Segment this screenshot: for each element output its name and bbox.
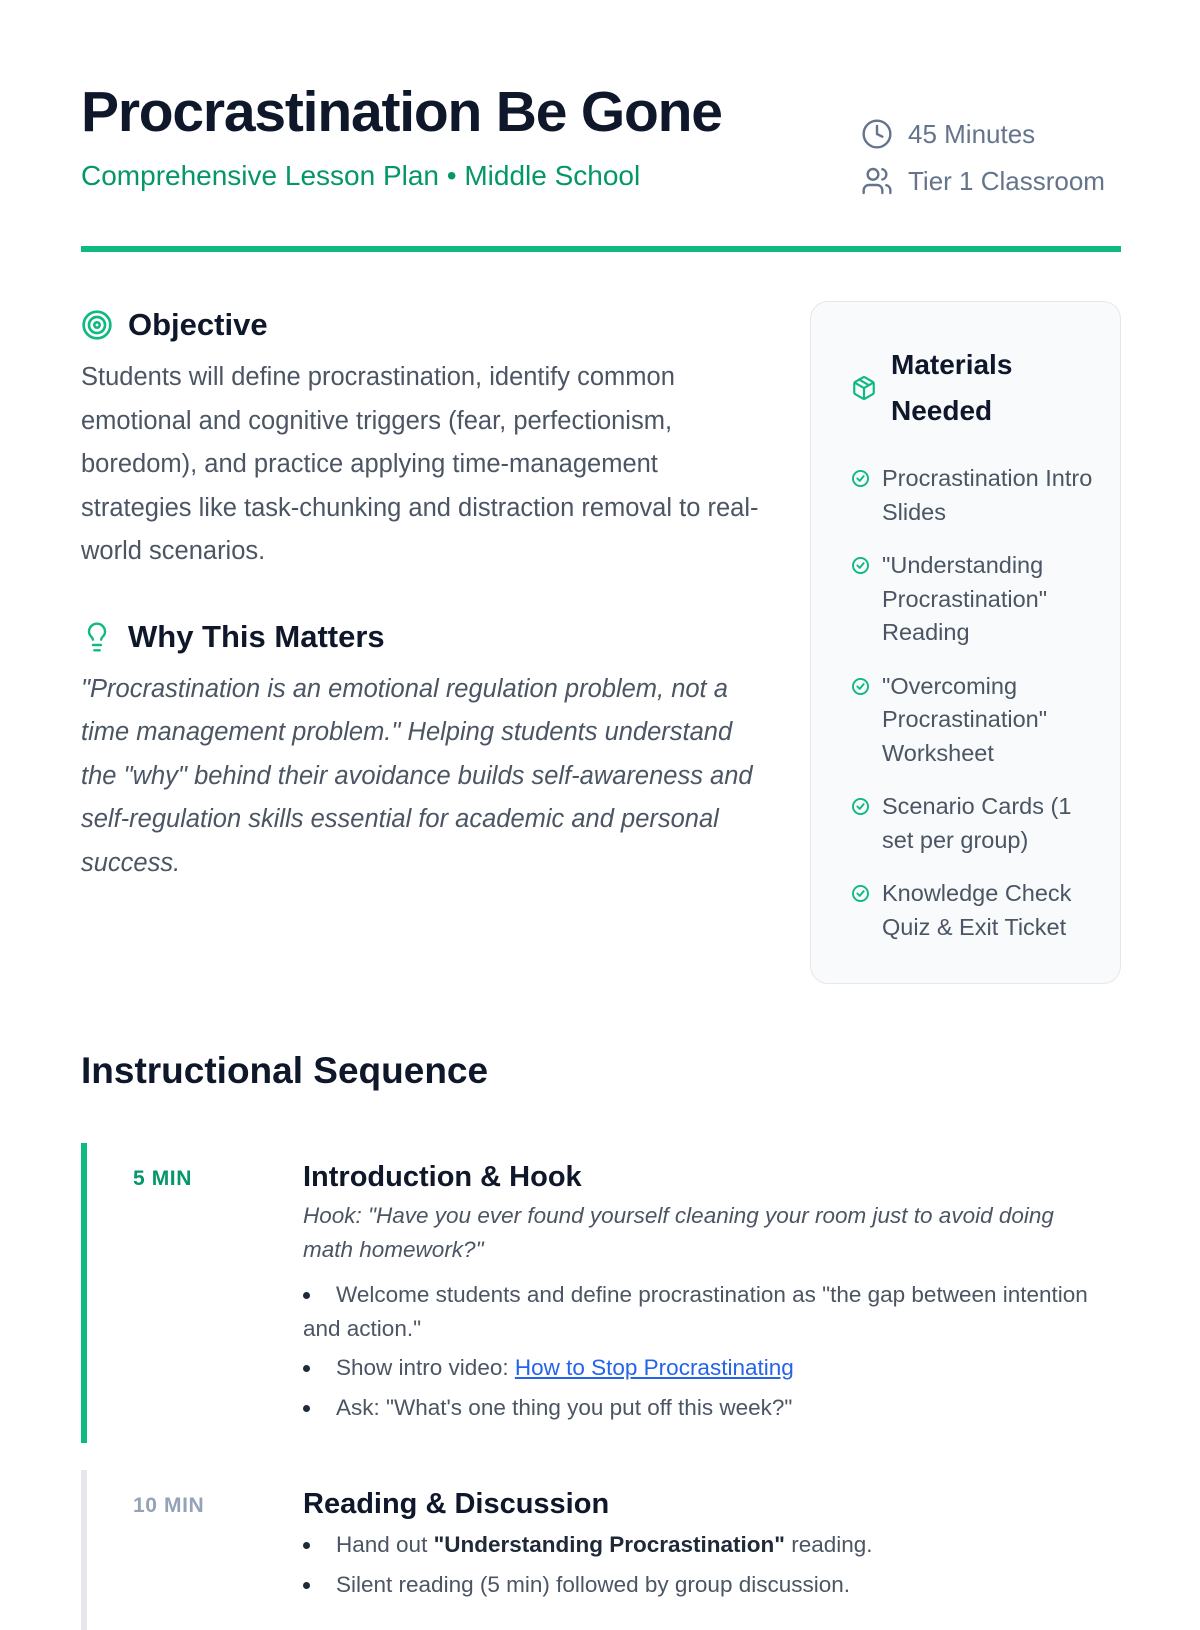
intro-video-link[interactable]: How to Stop Procrastinating	[514, 1355, 794, 1380]
list-item	[303, 1391, 1093, 1425]
materials-title: Materials Needed	[891, 349, 1013, 426]
list-item	[851, 790, 1101, 857]
duration-label: 45 Minutes	[908, 118, 1036, 149]
box-icon	[851, 375, 877, 401]
page-subtitle: Comprehensive Lesson Plan • Middle School	[81, 160, 641, 191]
list-item	[303, 1568, 1093, 1602]
why-text: "Procrastination is an emotional regulation problem, not a time management problem." Helping students understand the "why" behind their avoidance builds self-awareness and self-regulation skills essential for academic and personal success.	[81, 674, 753, 877]
material-label: "Understanding Procrastination" Reading	[882, 552, 1048, 645]
list-item	[303, 1528, 1093, 1562]
sequence-step-reading	[81, 1470, 1121, 1630]
audience-meta	[861, 163, 1121, 199]
step-hook: Hook: "Have you ever found yourself cleaning your room just to avoid doing math homework?"	[303, 1203, 1054, 1262]
list-item	[851, 462, 1101, 529]
step-duration: 5 MIN	[133, 1167, 193, 1190]
list-item	[851, 670, 1101, 771]
reading-title: "Understanding Procrastination"	[433, 1532, 785, 1557]
step-duration: 10 MIN	[133, 1494, 205, 1517]
bullet-text: Welcome students and define procrastination as "the gap between intention and action."	[303, 1282, 1088, 1341]
bullet-prefix: Hand out	[336, 1532, 434, 1557]
bullet-icon	[303, 1292, 310, 1299]
step-bullets	[303, 1528, 1093, 1601]
duration-meta	[861, 116, 1121, 152]
check-circle-icon	[851, 884, 870, 903]
material-label: "Overcoming Procrastination" Worksheet	[882, 672, 1048, 766]
target-icon	[81, 309, 113, 341]
check-circle-icon	[851, 677, 870, 696]
material-label: Knowledge Check Quiz & Exit Ticket	[882, 880, 1072, 940]
bullet-text: Ask: "What's one thing you put off this week?"	[336, 1394, 793, 1420]
sequence-title: Instructional Sequence	[81, 1050, 489, 1091]
lesson-meta	[861, 116, 1121, 210]
step-bullets	[303, 1278, 1093, 1424]
bullet-icon	[303, 1405, 310, 1412]
check-circle-icon	[851, 556, 870, 575]
step-title: Introduction & Hook	[303, 1161, 582, 1193]
step-title: Reading & Discussion	[303, 1488, 610, 1520]
users-icon	[861, 165, 893, 197]
objective-title: Objective	[128, 307, 268, 342]
bullet-suffix: reading.	[784, 1532, 873, 1557]
why-heading	[81, 612, 761, 662]
list-item	[303, 1278, 1093, 1345]
materials-card	[810, 301, 1121, 984]
bullet-icon	[303, 1365, 310, 1372]
bullet-prefix: Show intro video:	[336, 1355, 515, 1380]
material-label: Scenario Cards (1 set per group)	[882, 793, 1072, 853]
lightbulb-icon	[81, 621, 113, 653]
list-item	[851, 877, 1101, 944]
bullet-icon	[303, 1542, 310, 1549]
material-label: Procrastination Intro Slides	[882, 465, 1093, 525]
clock-icon	[861, 118, 893, 150]
list-item	[303, 1351, 1093, 1385]
lesson-header	[81, 0, 1121, 252]
lesson-plan-page	[81, 0, 1121, 1597]
sequence-step-intro	[81, 1143, 1121, 1443]
objective-heading	[81, 300, 761, 350]
materials-list	[851, 462, 1101, 964]
bullet-icon	[303, 1582, 310, 1589]
step-content	[303, 1484, 1093, 1607]
check-circle-icon	[851, 469, 870, 488]
page-title: Procrastination Be Gone	[81, 80, 722, 144]
materials-heading	[851, 342, 1101, 434]
audience-label: Tier 1 Classroom	[908, 165, 1105, 196]
check-circle-icon	[851, 797, 870, 816]
objective-text: Students will define procrastination, identify common emotional and cognitive triggers (fear, perfectionism, boredom), and practice applying time-management strategies like task-chunking and distraction removal to real-world scenarios.	[81, 363, 759, 565]
why-section	[81, 612, 761, 886]
list-item	[851, 549, 1101, 650]
step-content	[303, 1157, 1093, 1430]
lesson-overview	[81, 300, 761, 885]
bullet-text: Silent reading (5 min) followed by group discussion.	[336, 1571, 851, 1597]
why-title: Why This Matters	[128, 618, 385, 654]
